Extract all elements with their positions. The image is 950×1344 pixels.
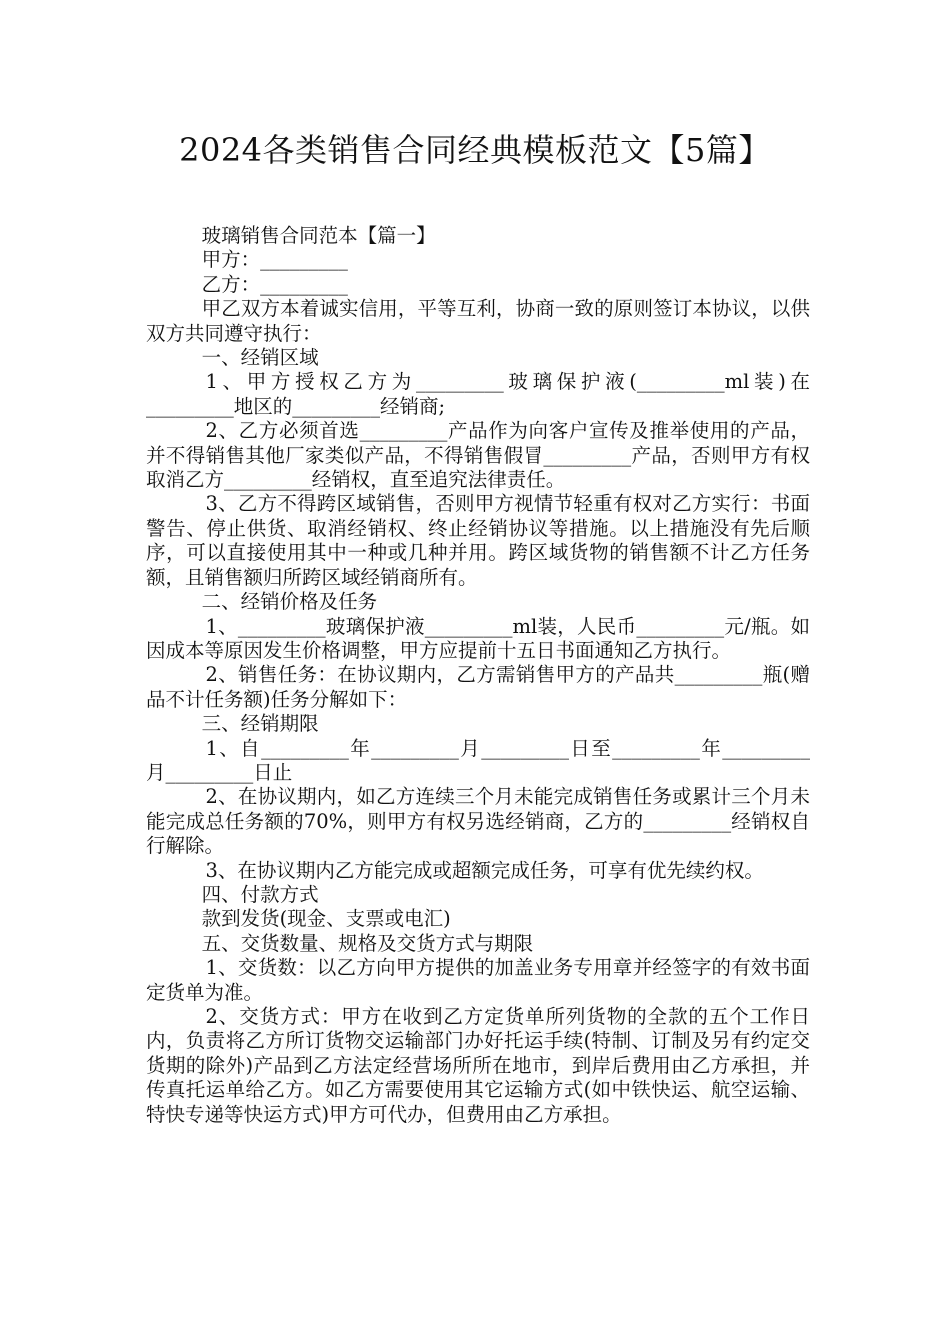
clause-heading-3: 三、经销期限 bbox=[201, 712, 319, 736]
section-title: 玻璃销售合同范本【篇一】 bbox=[201, 224, 436, 247]
clause-paragraph: 3、在协议期内乙方能完成或超额完成任务，可享有优先续约权。 bbox=[205, 858, 764, 882]
clause-paragraph: 1、交货数：以乙方向甲方提供的加盖业务专用章并经签字的有效书面定货单为准。 bbox=[146, 956, 810, 1004]
document-title: 2024各类销售合同经典模板范文【5篇】 bbox=[179, 131, 771, 169]
party-b-line: 乙方：_________ bbox=[201, 272, 348, 296]
clause-paragraph: 2、乙方必须首选_________产品作为向客户宣传及推举使用的产品，并不得销售其他厂家类似产品，不得销售假冒_________产品，否则甲方有权取消乙方_________经销权，直至追究法律责任。 bbox=[146, 419, 810, 492]
clause-heading-4: 四、付款方式 bbox=[201, 882, 319, 906]
document-body bbox=[146, 224, 810, 1127]
clause-heading-5: 五、交货数量、规格及交货方式与期限 bbox=[201, 931, 534, 955]
clause-paragraph: 2、在协议期内，如乙方连续三个月未能完成销售任务或累计三个月未能完成总任务额的70%，则甲方有权另选经销商，乙方的_________经销权自行解除。 bbox=[146, 785, 810, 858]
preamble-paragraph: 甲乙双方本着诚实信用，平等互利，协商一致的原则签订本协议，以供双方共同遵守执行： bbox=[146, 297, 810, 345]
clause-heading-2: 二、经销价格及任务 bbox=[201, 590, 378, 614]
clause-heading-1: 一、经销区域 bbox=[201, 346, 319, 370]
clause-paragraph: 2、销售任务：在协议期内，乙方需销售甲方的产品共_________瓶(赠品不计任务额)任务分解如下： bbox=[146, 663, 810, 711]
clause-paragraph: 1、甲方授权乙方为_________玻璃保护液(_________ml装)在_________地区的_________经销商; bbox=[146, 370, 810, 418]
clause-paragraph: 1、_________玻璃保护液_________ml装，人民币_________元/瓶。如因成本等原因发生价格调整，甲方应提前十五日书面通知乙方执行。 bbox=[146, 614, 810, 662]
clause-paragraph: 1、自_________年_________月_________日至_________年_________月_________日止 bbox=[146, 736, 810, 784]
party-a-line: 甲方：_________ bbox=[201, 248, 348, 272]
clause-paragraph: 2、交货方式：甲方在收到乙方定货单所列货物的全款的五个工作日内，负责将乙方所订货物交运输部门办好托运手续(特制、订制及另有约定交货期的除外)产品到乙方法定经营场所所在地市，到岸后费用由乙方承担，并传真托运单给乙方。如乙方需要使用其它运输方式(如中铁快运、航空运输、特快专递等快运方式)甲方可代办，但费用由乙方承担。 bbox=[146, 1005, 810, 1126]
payment-method-line: 款到发货(现金、支票或电汇) bbox=[201, 907, 451, 931]
clause-paragraph: 3、乙方不得跨区域销售，否则甲方视情节轻重有权对乙方实行：书面警告、停止供货、取消经销权、终止经销协议等措施。以上措施没有先后顺序，可以直接使用其中一种或几种并用。跨区域货物的销售额不计乙方任务额，且销售额归所跨区域经销商所有。 bbox=[146, 492, 810, 589]
